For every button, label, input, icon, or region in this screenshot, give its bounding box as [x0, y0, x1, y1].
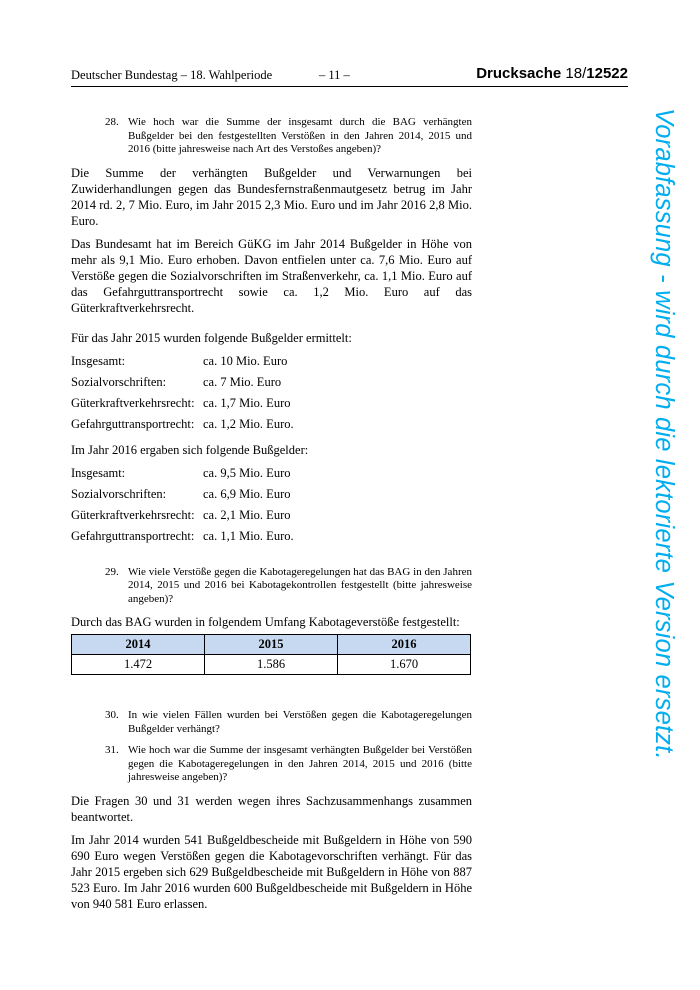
fine-label: Güterkraftverkehrsrecht:	[71, 507, 195, 522]
fine-label: Insgesamt:	[71, 465, 126, 480]
fine-row	[71, 486, 472, 502]
table-header-row	[72, 635, 471, 655]
fine-row	[71, 374, 472, 390]
table-cell: 1.670	[338, 655, 471, 675]
document-body	[71, 116, 472, 919]
draft-watermark	[645, 108, 681, 903]
watermark-text: Vorabfassung - wird durch die lektorierte Version ersetzt.	[650, 108, 678, 760]
question-28	[71, 116, 472, 157]
question-text: Wie hoch war die Summe der insgesamt durch die BAG verhängten Bußgelder bei den festgestellten Verstößen in den Jahren 2014, 2015 und 2016 (bitte jahresweise nach Art des Verstoßes angeben)?	[128, 116, 472, 155]
drucksache-number: 12522	[586, 65, 628, 82]
list-intro-2016: Im Jahr 2016 ergaben sich folgende Bußgelder:	[71, 442, 309, 457]
fine-label: Sozialvorschriften:	[71, 486, 167, 501]
question-text: In wie vielen Fällen wurden bei Verstößen gegen die Kabotageregelungen Bußgelder verhängt?	[128, 709, 472, 735]
page-header	[71, 66, 628, 87]
question-31	[71, 744, 472, 785]
fine-label: Insgesamt:	[71, 353, 126, 368]
fine-row	[71, 465, 472, 481]
question-number: 28.	[105, 116, 119, 128]
fine-row	[71, 416, 472, 432]
question-text: Wie viele Verstöße gegen die Kabotageregelungen hat das BAG in den Jahren 2014, 2015 und 2016 bei Kabotagekontrollen festgestellt (bitte jahresweise angeben)?	[128, 565, 472, 605]
question-number: 29.	[105, 565, 119, 578]
question-number: 31.	[105, 744, 119, 756]
list-intro-2015: Für das Jahr 2015 wurden folgende Bußgelder ermittelt:	[71, 330, 352, 345]
question-number: 30.	[105, 709, 119, 721]
drucksache-prefix: 18/	[565, 65, 587, 82]
fine-value: ca. 1,7 Mio. Euro	[203, 395, 291, 410]
kabotage-table	[71, 634, 471, 675]
fine-label: Gefahrguttransportrecht:	[71, 416, 195, 431]
table-cell: 1.586	[205, 655, 338, 675]
table-row	[72, 655, 471, 675]
question-29	[71, 566, 472, 607]
header-drucksache	[476, 65, 628, 82]
fine-label: Gefahrguttransportrecht:	[71, 528, 195, 543]
fine-value: ca. 7 Mio. Euro	[203, 374, 282, 389]
table-header-cell: 2016	[338, 635, 471, 655]
fine-value: ca. 9,5 Mio. Euro	[203, 465, 291, 480]
fine-label: Güterkraftverkehrsrecht:	[71, 395, 195, 410]
question-text: Wie hoch war die Summe der insgesamt verhängten Bußgelder bei Verstößen gegen die Kabotageregelungen in den Jahren 2014, 2015 und 2016 (bitte jahresweise angeben)?	[128, 744, 472, 783]
table-intro: Durch das BAG wurden in folgendem Umfang Kabotageverstöße festgestellt:	[71, 615, 460, 629]
fine-value: ca. 1,1 Mio. Euro.	[203, 528, 294, 543]
fine-row	[71, 507, 472, 523]
fine-value: ca. 1,2 Mio. Euro.	[203, 416, 294, 431]
fine-row	[71, 528, 472, 544]
fine-value: ca. 2,1 Mio. Euro	[203, 507, 291, 522]
answer-paragraph: Das Bundesamt hat im Bereich GüKG im Jahr 2014 Bußgelder in Höhe von mehr als 9,1 Mio. Euro erhoben. Davon entfielen unter ca. 7,6 Mio. Euro auf Verstöße gegen die Sozialvorschriften im Straßenverkehr, ca. 1,1 Mio. Euro auf das Gefahrguttransportrecht sowie ca. 1,2 Mio. Euro auf das Güterkraftverkehrsrecht.	[71, 236, 472, 315]
answer-paragraph: Die Summe der verhängten Bußgelder und Verwarnungen bei Zuwiderhandlungen gegen das Bundesfernstraßenmautgesetz betrug im Jahr 2014 rd. 2, 7 Mio. Euro, im Jahr 2015 2,3 Mio. Euro und im Jahr 2016 2,8 Mio. Euro.	[71, 165, 472, 228]
header-page-number: – 11 –	[319, 68, 350, 82]
table-cell: 1.472	[72, 655, 205, 675]
table-header-cell: 2015	[205, 635, 338, 655]
header-publication: Deutscher Bundestag – 18. Wahlperiode	[71, 68, 273, 82]
fine-value: ca. 10 Mio. Euro	[203, 353, 288, 368]
fine-label: Sozialvorschriften:	[71, 374, 167, 389]
drucksache-label: Drucksache	[476, 65, 562, 82]
answer-paragraph: Im Jahr 2014 wurden 541 Bußgeldbescheide mit Bußgeldern in Höhe von 590 690 Euro wegen Verstößen gegen die Kabotagevorschriften verhängt. Für das Jahr 2015 ergeben sich 629 Bußgeldbescheide mit Bußgeldern in Höhe von 887 523 Euro. Im Jahr 2016 wurden 600 Bußgeldbescheide mit Bußgeldern in Höhe von 940 581 Euro erlassen.	[71, 832, 472, 911]
fine-row	[71, 395, 472, 411]
question-30	[71, 709, 472, 736]
fine-row	[71, 353, 472, 369]
answer-paragraph: Die Fragen 30 und 31 werden wegen ihres Sachzusammenhangs zusammen beantwortet.	[71, 793, 472, 824]
fine-value: ca. 6,9 Mio. Euro	[203, 486, 291, 501]
table-header-cell: 2014	[72, 635, 205, 655]
